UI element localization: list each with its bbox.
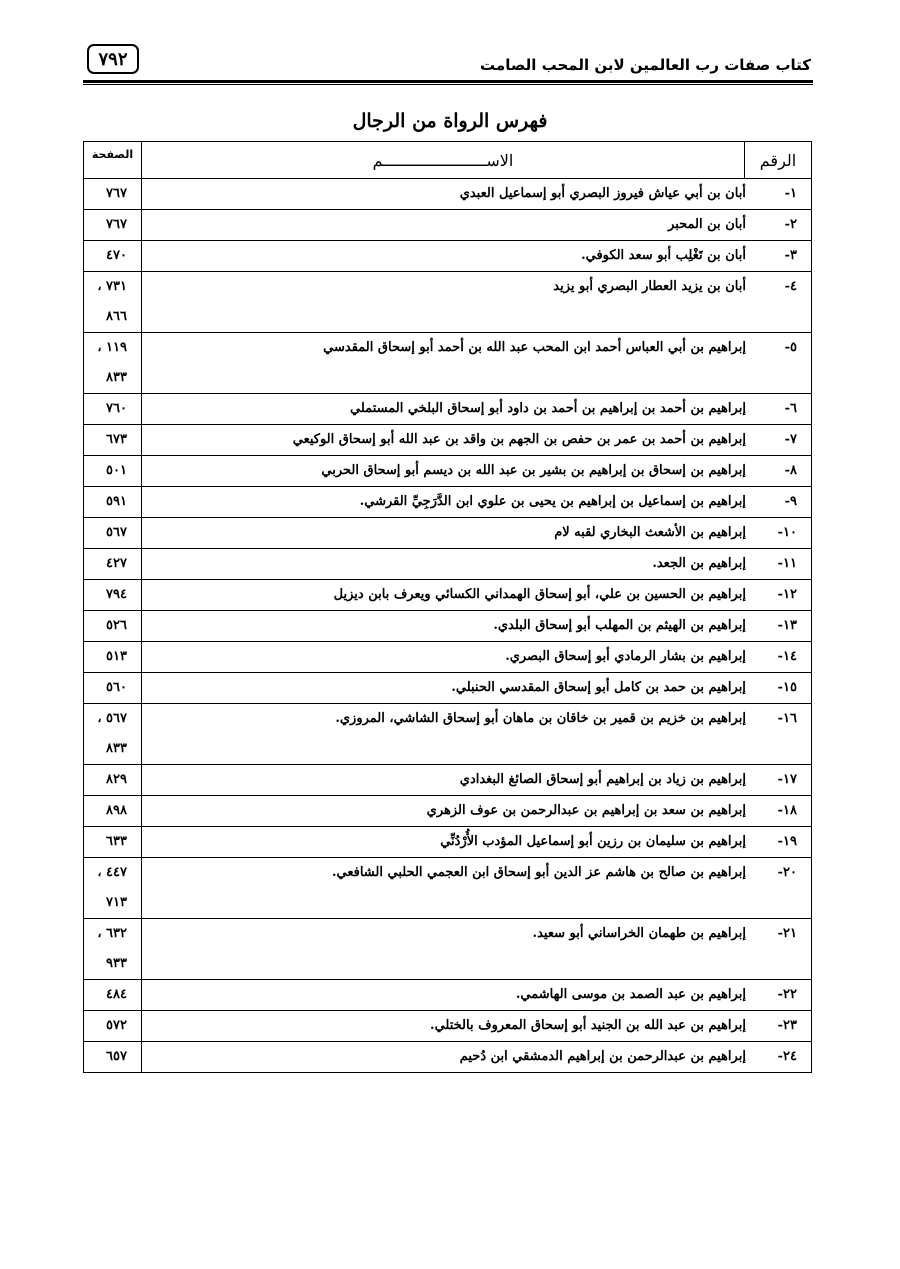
entry-number: ٢١- [777, 926, 797, 941]
entry-number: ١٧- [777, 772, 797, 787]
page-ref-cell [84, 858, 142, 919]
page-ref: ٥٦٧ [106, 525, 127, 540]
entry-number: ١- [784, 186, 797, 201]
page-header [83, 42, 813, 80]
page-ref-cell [84, 518, 142, 549]
table-row [84, 487, 812, 518]
page-ref-cell [84, 241, 142, 272]
table-row [84, 673, 812, 704]
page-ref: ٤٤٧ ، [97, 865, 127, 880]
page-ref-cell [84, 1042, 142, 1073]
narrator-cell [142, 1011, 812, 1042]
entry-number: ٣- [784, 248, 797, 263]
narrator-cell [142, 241, 812, 272]
page-ref: ٥٦٧ ، [97, 711, 127, 726]
page-ref: ٥٩١ [106, 494, 127, 509]
entry-number: ٢- [784, 217, 797, 232]
narrator-name: إبراهيم بن عبد الصمد بن موسى الهاشمي. [515, 987, 746, 1002]
narrator-cell [142, 673, 812, 704]
narrator-name: إبراهيم بن إسماعيل بن إبراهيم بن يحيى بن علوي ابن الدَّرَجِيِّ القرشي. [359, 494, 746, 509]
page-ref: ٨٩٨ [106, 803, 127, 818]
page-ref: ٧٦٠ [106, 401, 127, 416]
page-ref-cell [84, 580, 142, 611]
page-ref-cell [84, 642, 142, 673]
narrator-cell [142, 919, 812, 980]
page-ref-cell [84, 549, 142, 580]
narrator-name: إبراهيم بن أحمد بن عمر بن حفص بن الجهم بن واقد بن عبد الله أبو إسحاق الوكيعي [292, 432, 746, 447]
narrator-cell [142, 704, 812, 765]
narrator-cell [142, 425, 812, 456]
page-ref: ٤٨٤ [106, 987, 127, 1002]
table-row [84, 241, 812, 272]
narrator-name: إبراهيم بن صالح بن هاشم عز الدين أبو إسحاق ابن العجمي الحلبي الشافعي. [331, 865, 746, 880]
narrator-name: إبراهيم بن أبي العباس أحمد ابن المحب عبد الله بن أحمد أبو إسحاق المقدسي [323, 340, 746, 355]
page-ref-cell [84, 673, 142, 704]
narrator-cell [142, 179, 812, 210]
entry-number: ٢٢- [777, 987, 797, 1002]
page-ref-cell [84, 919, 142, 980]
entry-number: ٦- [784, 401, 797, 416]
page-number: ٧٩٢ [87, 44, 139, 74]
narrator-name: إبراهيم بن الهيثم بن المهلب أبو إسحاق البلدي. [493, 618, 746, 633]
narrator-cell [142, 272, 812, 333]
narrator-name: إبراهيم بن سليمان بن رزين أبو إسماعيل المؤدب الأُرْدُنِّي [440, 834, 746, 849]
narrator-name: إبراهيم بن زياد بن إبراهيم أبو إسحاق الصائغ البغدادي [459, 772, 746, 787]
page-ref: ٧٩٤ [106, 587, 127, 602]
entry-number: ١٤- [777, 649, 797, 664]
entry-number: ١٦- [777, 711, 797, 726]
narrator-name: إبراهيم بن طهمان الخراساني أبو سعيد. [532, 926, 746, 941]
table-row [84, 642, 812, 673]
narrator-cell [142, 858, 812, 919]
table-row [84, 333, 812, 394]
table-row [84, 580, 812, 611]
entry-number: ٤- [784, 279, 797, 294]
narrator-name: إبراهيم بن سعد بن إبراهيم بن عبدالرحمن بن عوف الزهري [426, 803, 746, 818]
page-ref: ٥٠١ [106, 463, 127, 478]
table-header-row [84, 142, 812, 179]
entry-number: ١٨- [777, 803, 797, 818]
page-ref: ٨٣٣ [106, 370, 127, 385]
page-ref-cell [84, 179, 142, 210]
page-ref: ٥١٣ [106, 649, 127, 664]
entry-number: ١٢- [777, 587, 797, 602]
page-ref-cell [84, 210, 142, 241]
narrator-name: إبراهيم بن الجعد. [652, 556, 746, 571]
table-row [84, 179, 812, 210]
narrator-cell [142, 333, 812, 394]
page-ref: ٤٢٧ [106, 556, 127, 571]
book-title: كتاب صفات رب العالمين لابن المحب الصامت [480, 56, 811, 74]
page-ref-cell [84, 456, 142, 487]
narrator-cell [142, 518, 812, 549]
narrator-name: أبان بن المحبر [668, 217, 746, 232]
table-body [84, 179, 812, 1073]
table-row [84, 919, 812, 980]
table-row [84, 549, 812, 580]
narrator-name: إبراهيم بن بشار الرمادي أبو إسحاق البصري. [505, 649, 746, 664]
page-ref-cell [84, 272, 142, 333]
page-ref: ٨٦٦ [106, 309, 127, 324]
header-page: الصفحة [84, 142, 142, 179]
page-ref-cell [84, 980, 142, 1011]
header-rule [83, 80, 813, 83]
table-row [84, 858, 812, 919]
narrator-name: إبراهيم بن الأشعث البخاري لقبه لام [554, 525, 746, 540]
page-ref: ٥٢٦ [106, 618, 127, 633]
page-ref: ٨٢٩ [106, 772, 127, 787]
narrators-index-table [83, 141, 812, 1073]
table-row [84, 796, 812, 827]
narrator-cell [142, 1042, 812, 1073]
page-ref-cell [84, 611, 142, 642]
narrator-cell [142, 611, 812, 642]
page-ref: ٥٦٠ [106, 680, 127, 695]
page-ref-cell [84, 796, 142, 827]
narrator-cell [142, 765, 812, 796]
entry-number: ١٥- [777, 680, 797, 695]
narrator-name: إبراهيم بن أحمد بن إبراهيم بن أحمد بن داود أبو إسحاق البلخي المستملي [350, 401, 746, 416]
narrator-cell [142, 827, 812, 858]
page-ref: ٧١٣ [106, 895, 127, 910]
narrator-name: إبراهيم بن عبدالرحمن بن إبراهيم الدمشقي ابن دُحيم [459, 1049, 746, 1064]
page-ref: ١١٩ ، [97, 340, 127, 355]
narrator-cell [142, 456, 812, 487]
entry-number: ٧- [784, 432, 797, 447]
page-ref: ٤٧٠ [106, 248, 127, 263]
entry-number: ٨- [784, 463, 797, 478]
narrator-name: إبراهيم بن عبد الله بن الجنيد أبو إسحاق المعروف بالختلي. [430, 1018, 746, 1033]
table-row [84, 272, 812, 333]
entry-number: ١٠- [777, 525, 797, 540]
page-ref-cell [84, 1011, 142, 1042]
page-ref-cell [84, 333, 142, 394]
narrator-cell [142, 642, 812, 673]
table-row [84, 765, 812, 796]
narrator-name: أبان بن يزيد العطار البصري أبو يزيد [553, 279, 746, 294]
narrator-cell [142, 210, 812, 241]
page-ref-cell [84, 765, 142, 796]
page-ref-cell [84, 827, 142, 858]
page-ref: ٧٣١ ، [97, 279, 127, 294]
entry-number: ٢٠- [777, 865, 797, 880]
table-row [84, 827, 812, 858]
narrator-cell [142, 580, 812, 611]
page-ref: ٨٣٣ [106, 741, 127, 756]
table-row [84, 456, 812, 487]
index-title: فهرس الرواة من الرجال [352, 110, 548, 132]
page-ref: ٧٦٧ [106, 186, 127, 201]
page-ref-cell [84, 425, 142, 456]
table-row [84, 425, 812, 456]
page-ref-cell [84, 394, 142, 425]
entry-number: ٢٣- [777, 1018, 797, 1033]
page-ref-cell [84, 704, 142, 765]
page-ref: ٦٥٧ [106, 1049, 127, 1064]
narrator-cell [142, 796, 812, 827]
narrator-cell [142, 487, 812, 518]
entry-number: ١١- [777, 556, 797, 571]
narrator-cell [142, 394, 812, 425]
table-row [84, 611, 812, 642]
header-number: الرقم [745, 142, 812, 179]
table-row [84, 1042, 812, 1073]
entry-number: ١٣- [777, 618, 797, 633]
page-ref: ٧٦٧ [106, 217, 127, 232]
table-row [84, 394, 812, 425]
page-ref: ٦٣٢ ، [97, 926, 127, 941]
entry-number: ٢٤- [777, 1049, 797, 1064]
entry-number: ٥- [784, 340, 797, 355]
page-ref: ٦٧٣ [106, 432, 127, 447]
table-row [84, 980, 812, 1011]
narrator-name: إبراهيم بن الحسين بن علي، أبو إسحاق الهمداني الكسائي ويعرف بابن ديزيل [333, 587, 746, 602]
page-ref-cell [84, 487, 142, 518]
narrator-name: أبان بن أبي عياش فيروز البصري أبو إسماعيل العبدي [459, 186, 746, 201]
entry-number: ١٩- [777, 834, 797, 849]
page-ref: ٩٣٣ [106, 956, 127, 971]
table-row [84, 1011, 812, 1042]
entry-number: ٩- [784, 494, 797, 509]
table-row [84, 210, 812, 241]
narrator-cell [142, 549, 812, 580]
narrator-name: إبراهيم بن خزيم بن قمير بن خاقان بن ماهان أبو إسحاق الشاشي، المروزي. [335, 711, 746, 726]
page-ref: ٥٧٢ [106, 1018, 127, 1033]
table-row [84, 704, 812, 765]
header-name: الاســــــــــــــــــــــم [142, 142, 745, 179]
narrator-name: أبان بن تَغْلِب أبو سعد الكوفي. [581, 248, 746, 263]
narrator-name: إبراهيم بن إسحاق بن إبراهيم بن بشير بن عبد الله بن ديسم أبو إسحاق الحربي [321, 463, 746, 478]
page-ref: ٦٣٣ [106, 834, 127, 849]
narrator-name: إبراهيم بن حمد بن كامل أبو إسحاق المقدسي الحنبلي. [451, 680, 746, 695]
header-rule-thin [83, 84, 813, 85]
narrator-cell [142, 980, 812, 1011]
table-row [84, 518, 812, 549]
